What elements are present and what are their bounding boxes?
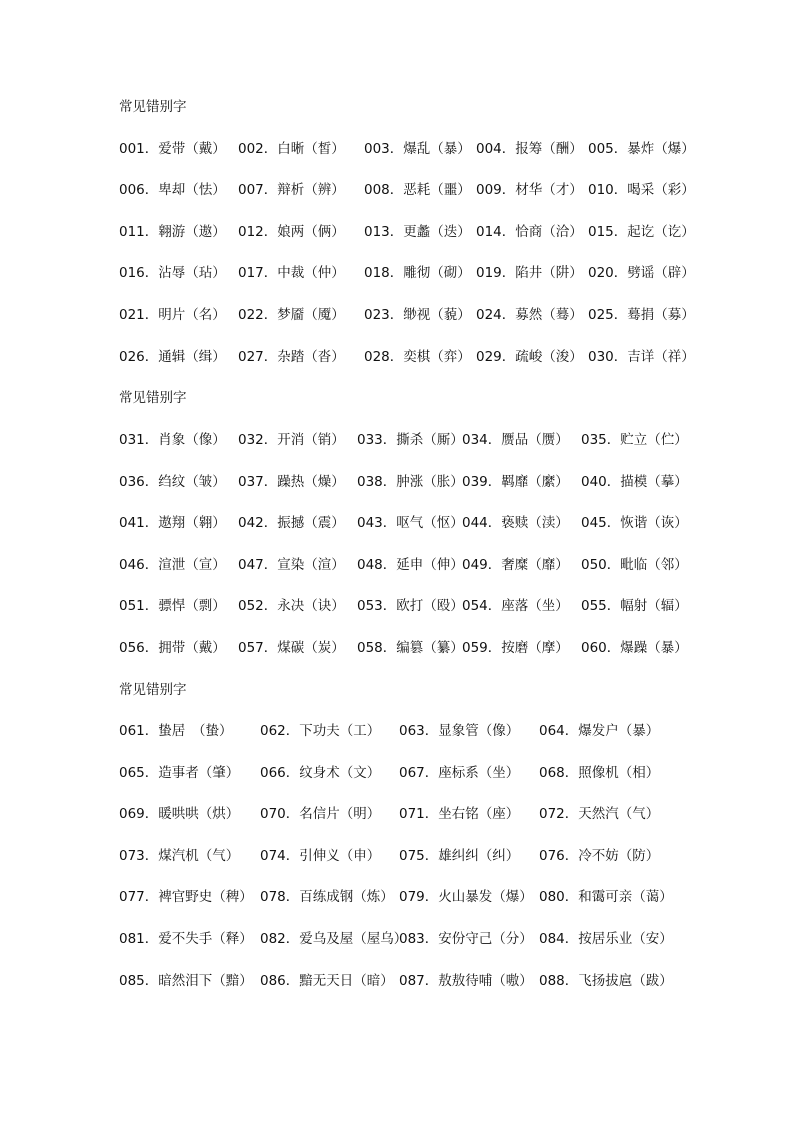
entry-item: 059．按磨（摩） (462, 640, 569, 656)
entry-item: 077．裨官野史（稗） (119, 889, 253, 905)
entry-item: 068．照像机（相） (539, 765, 660, 781)
entry-item: 048．延申（伸） (357, 557, 464, 573)
entry-item: 062．下功夫（工） (260, 723, 381, 739)
entry-item: 045．恢谐（诙） (581, 515, 688, 531)
entry-item: 009．材华（才） (476, 182, 583, 198)
entry-item: 042．振撼（震） (238, 515, 345, 531)
entry-item: 027．杂踏（沓） (238, 349, 345, 365)
entry-item: 075．雄纠纠（纠） (399, 848, 520, 864)
entry-item: 071．坐右铭（座） (399, 806, 520, 822)
entry-item: 017．中裁（仲） (238, 265, 345, 281)
section-heading: 常见错别字 (119, 390, 187, 406)
entry-item: 024．募然（蓦） (476, 307, 583, 323)
entry-item: 044．亵赎（渎） (462, 515, 569, 531)
entry-item: 038．肿涨（胀） (357, 474, 464, 490)
entry-item: 004．报筹（酬） (476, 141, 583, 157)
entry-item: 081．爱不失手（释） (119, 931, 253, 947)
entry-item: 076．冷不妨（防） (539, 848, 660, 864)
section-heading: 常见错别字 (119, 682, 187, 698)
entry-item: 035．贮立（伫） (581, 432, 688, 448)
entry-item: 030．吉详（祥） (588, 349, 695, 365)
entry-item: 003．爆乱（暴） (364, 141, 471, 157)
entry-item: 013．更蠡（迭） (364, 224, 471, 240)
entry-item: 006．卑却（怯） (119, 182, 226, 198)
entry-item: 055．幅射（辐） (581, 598, 688, 614)
entry-item: 067．座标系（坐） (399, 765, 520, 781)
entry-item: 064．爆发户（暴） (539, 723, 660, 739)
entry-item: 066．纹身术（文） (260, 765, 381, 781)
entry-item: 039．羁靡（縻） (462, 474, 569, 490)
entry-item: 005．暴炸（爆） (588, 141, 695, 157)
entry-item: 056．拥带（戴） (119, 640, 226, 656)
entry-item: 082．爱乌及屋（屋乌） (260, 931, 408, 947)
entry-item: 054．座落（坐） (462, 598, 569, 614)
entry-item: 080．和霭可亲（蔼） (539, 889, 673, 905)
entry-item: 026．通辑（缉） (119, 349, 226, 365)
entry-item: 001．爱带（戴） (119, 141, 226, 157)
entry-item: 087．敖敖待哺（嗷） (399, 973, 533, 989)
entry-item: 046．渲泄（宣） (119, 557, 226, 573)
entry-item: 014．恰商（洽） (476, 224, 583, 240)
entry-item: 074．引伸义（申） (260, 848, 381, 864)
entry-item: 070．名信片（明） (260, 806, 381, 822)
entry-item: 011．翱游（遨） (119, 224, 226, 240)
entry-item: 085．暗然泪下（黯） (119, 973, 253, 989)
entry-item: 053．欧打（殴） (357, 598, 464, 614)
entry-item: 057．煤碳（炭） (238, 640, 345, 656)
entry-item: 020．劈谣（辟） (588, 265, 695, 281)
entry-item: 083．安份守己（分） (399, 931, 533, 947)
entry-item: 060．爆躁（暴） (581, 640, 688, 656)
entry-item: 088．飞扬拔扈（跋） (539, 973, 673, 989)
entry-item: 079．火山暴发（爆） (399, 889, 533, 905)
entry-item: 086．黯无天日（暗） (260, 973, 394, 989)
entry-item: 022．梦靥（魇） (238, 307, 345, 323)
entry-item: 036．绉纹（皱） (119, 474, 226, 490)
entry-item: 023．缈视（藐） (364, 307, 471, 323)
entry-item: 010．喝采（彩） (588, 182, 695, 198)
entry-item: 012．娘两（俩） (238, 224, 345, 240)
entry-item: 063．显象管（像） (399, 723, 520, 739)
entry-item: 016．沾辱（玷） (119, 265, 226, 281)
entry-item: 069．暖哄哄（烘） (119, 806, 240, 822)
entry-item: 084．按居乐业（安） (539, 931, 673, 947)
entry-item: 040．描模（摹） (581, 474, 688, 490)
entry-item: 032．开消（销） (238, 432, 345, 448)
entry-item: 029．疏峻（浚） (476, 349, 583, 365)
entry-item: 008．恶耗（噩） (364, 182, 471, 198)
section-heading: 常见错别字 (119, 99, 187, 115)
entry-item: 002．白晰（皙） (238, 141, 345, 157)
entry-item: 025．蓦捐（募） (588, 307, 695, 323)
entry-item: 078．百练成钢（炼） (260, 889, 394, 905)
entry-item: 037．躁热（燥） (238, 474, 345, 490)
entry-item: 031．肖象（像） (119, 432, 226, 448)
entry-item: 007．辩析（辨） (238, 182, 345, 198)
entry-item: 034．赝品（赝） (462, 432, 569, 448)
entry-item: 051．骠悍（剽） (119, 598, 226, 614)
entry-item: 021．明片（名） (119, 307, 226, 323)
entry-item: 041．遨翔（翱） (119, 515, 226, 531)
entry-item: 043．呕气（怄） (357, 515, 464, 531)
entry-item: 072．天然汽（气） (539, 806, 660, 822)
entry-item: 033．撕杀（厮） (357, 432, 464, 448)
entry-item: 028．奕棋（弈） (364, 349, 471, 365)
entry-item: 015．起讫（讫） (588, 224, 695, 240)
entry-item: 050．毗临（邻） (581, 557, 688, 573)
entry-item: 065．造事者（肇） (119, 765, 240, 781)
entry-item: 047．宣染（渲） (238, 557, 345, 573)
entry-item: 058．编篡（纂） (357, 640, 464, 656)
entry-item: 073．煤汽机（气） (119, 848, 240, 864)
entry-item: 052．永决（诀） (238, 598, 345, 614)
entry-item: 049．奢糜（靡） (462, 557, 569, 573)
entry-item: 019．陷井（阱） (476, 265, 583, 281)
entry-item: 018．雕彻（砌） (364, 265, 471, 281)
entry-item: 061．蛰居 （蛰） (119, 723, 233, 739)
